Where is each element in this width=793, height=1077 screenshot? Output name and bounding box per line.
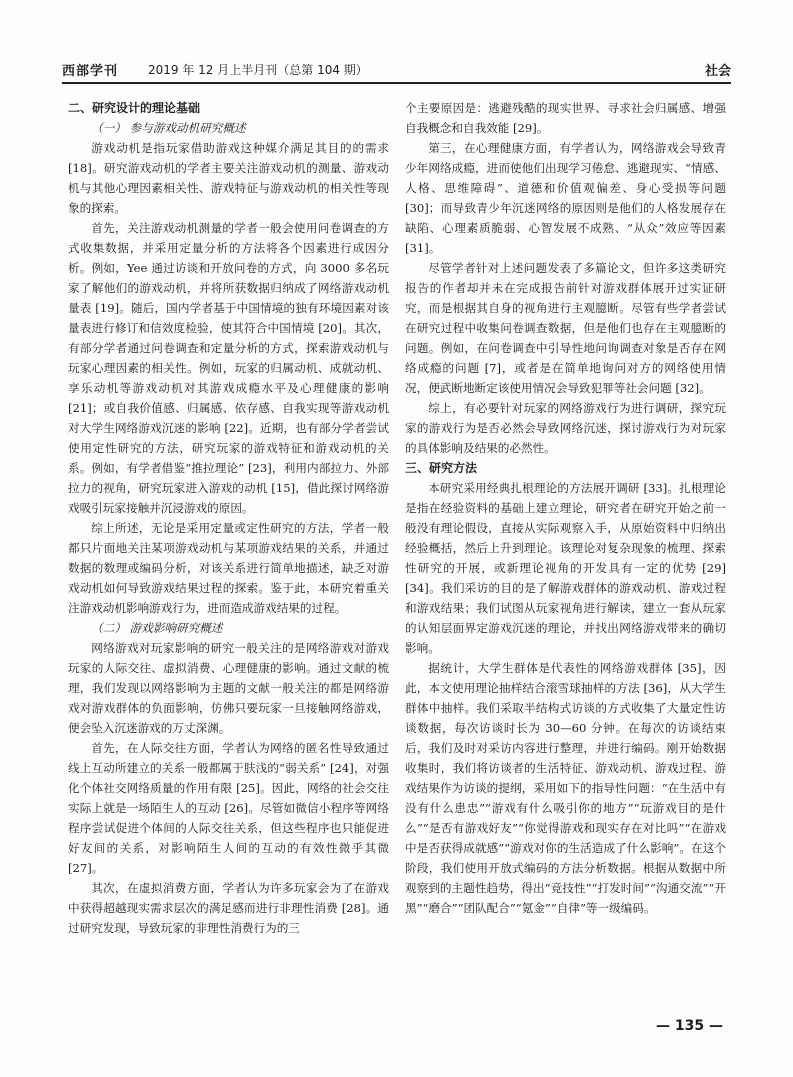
left-column <box>68 98 389 938</box>
paragraph: 综上，有必要针对玩家的网络游戏行为进行调研，探究玩家的游戏行为是否必然会导致网络沉迷，探讨游戏行为对玩家的具体影响及结果的必然性。 <box>405 401 726 455</box>
paragraph: 本研究采用经典扎根理论的方法展开调研 [33]。扎根理论是指在经验资料的基础上建立理论，研究者在研究开始之前一般没有理论假设，直接从实际观察入手，从原始资料中归纳出经验概括，然后上升到理论。该理论对复杂现象的梳理、探索性研究的开展，或新理论视角的开发具有一定的优势 [29][34]。我们采访的目的是了解游戏群体的游戏动机、游戏过程和游戏结果；我们试图从玩家视角进行解读，建立一套从玩家的认知层面界定游戏沉迷的理论，并找出网络游戏带来的确切影响。 <box>405 481 726 655</box>
paragraph: 首先，在人际交往方面，学者认为网络的匿名性导致通过线上互动所建立的关系一般都属于肤浅的“弱关系” [24]，对强化个体社交网络质量的作用有限 [25]。因此，网络的社会交往实际上就是一场陌生人的互动 [26]。尽管如微信小程序等网络程序尝试促进个体间的人际交往关系，但这些程序也只能促进好友间的关系，对影响陌生人间的互动的有效性微乎其微 [27]。 <box>68 741 389 875</box>
issue-info: 2019 年 12 月上半月刊（总第 104 期） <box>148 63 368 77</box>
paragraph: 第三，在心理健康方面，有学者认为，网络游戏会导致青少年网络成瘾，进而使他们出现学习倦怠、逃避现实、“情感、人格、思维障碍”、道德和价值观偏差、身心受损等问题 [30]；而导致青少年沉迷网络的原因则是他们的人格发展存在缺陷、心理素质脆弱、心智发展不成熟、“从众”效应等因素 [31]。 <box>405 141 726 255</box>
paragraph: 网络游戏对玩家影响的研究一般关注的是网络游戏对游戏玩家的人际交往、虚拟消费、心理健康的影响。通过文献的梳理，我们发现以网络影响为主题的文献一般关注的都是网络游戏对游戏群体的负面影响，仿佛只要玩家一旦接触网络游戏，便会坠入沉迷游戏的万丈深渊。 <box>68 641 389 735</box>
paragraph: 首先，关注游戏动机测量的学者一般会使用问卷调查的方式收集数据，并采用定量分析的方法将各个因素进行成因分析。例如，Yee 通过访谈和开放问卷的方式，向 3000 多名玩家了解他们的游戏动机，并将所获数据归纳成了网络游戏动机量表 [19]。随后，国内学者基于中国情境的独有环境因素对该量表进行修订和信效度检验，使其符合中国情境 [20]。其次，有部分学者通过问卷调查和定量分析的方式，探索游戏动机与玩家心理因素的相关性。例如，玩家的归属动机、成就动机、享乐动机等游戏动机对其游戏成瘾水平及心理健康的影响 [21]；或自我价值感、归属感、依存感、自我实现等游戏动机对大学生网络游戏沉迷的影响 [22]。近期，也有部分学者尝试使用定性研究的方法，研究玩家的游戏特征和游戏动机的关系。例如，有学者借鉴“推拉理论” [23]，利用内部拉力、外部拉力的视角，研究玩家进入游戏的动机 [15]，借此探讨网络游戏吸引玩家接触并沉浸游戏的原因。 <box>68 221 389 515</box>
right-column <box>405 98 726 918</box>
section-heading-3: 三、研究方法 <box>405 461 478 475</box>
page-number: — 135 — <box>656 1018 723 1034</box>
paragraph: 游戏动机是指玩家借助游戏这种媒介满足其目的的需求 [18]。研究游戏动机的学者主要关注游戏动机的测量、游戏动机与其他心理因素相关性、游戏特征与游戏动机的相关性等现象的探索。 <box>68 141 389 215</box>
paragraph: 其次，在虚拟消费方面，学者认为许多玩家会为了在游戏中获得超越现实需求层次的满足感而进行非理性消费 [28]。通过研究发现，导致玩家的非理性消费行为的三 <box>68 881 389 935</box>
subsection-heading-2: （二） 游戏影响研究概述 <box>91 621 223 635</box>
paragraph: 综上所述，无论是采用定量或定性研究的方法，学者一般都只片面地关注某项游戏动机与某项游戏结果的关系，并通过数据的数理或编码分析，对该关系进行简单地描述，缺乏对游戏动机如何导致游戏结果过程的探索。鉴于此，本研究着重关注游戏动机影响游戏行为，进而造成游戏结果的过程。 <box>68 521 389 615</box>
subsection-heading-1: （一） 参与游戏动机研究概述 <box>91 121 246 135</box>
header-rule <box>62 82 731 84</box>
section-label: 社会 <box>704 64 731 79</box>
paragraph: 个主要原因是：逃避残酷的现实世界、寻求社会归属感、增强自我概念和自我效能 [29]。 <box>405 101 726 135</box>
paragraph: 据统计，大学生群体是代表性的网络游戏群体 [35]，因此，本文使用理论抽样结合滚雪球抽样的方法 [36]，从大学生群体中抽样。我们采取半结构式访谈的方式收集了大量定性访谈数据，每次访谈时长为 30—60 分钟。在每次的访谈结束后，我们及时对采访内容进行整理，并进行编码。刚开始数据收集时，我们将访谈者的生活特征、游戏动机、游戏过程、游戏结果作为访谈的提纲，采用如下的指导性问题：“在生活中有没有什么患忠”“游戏有什么吸引你的地方”“玩游戏目的是什么”“是否有游戏好友”“你觉得游戏和现实存在对比吗”“在游戏中是否获得成就感”“游戏对你的生活造成了什么影响”。在这个阶段，我们使用开放式编码的方法分析数据。根据从数据中所观察到的主题性趋势，得出“竞技性”“打发时间”“沟通交流”“开黑”“磨合”“团队配合”“氪金”“自律”等一级编码。 <box>405 661 726 915</box>
running-header <box>62 56 731 80</box>
journal-name: 西部学刊 <box>62 64 119 79</box>
section-heading-2: 二、研究设计的理论基础 <box>68 101 201 115</box>
paragraph: 尽管学者针对上述问题发表了多篇论文，但许多这类研究报告的作者却并未在完成报告前针对游戏群体展开过实证研究，而是根据其自身的视角进行主观臆断。尽管有些学者尝试在研究过程中收集问卷调查数据，但是他们也存在主观臆断的问题。例如，在问卷调查中引导性地问询调查对象是否存在网络成瘾的问题 [7]，或者是在简单地询问对方的网络使用情况，便武断地断定该使用情况会导致犯罪等社会问题 [32]。 <box>405 261 726 395</box>
